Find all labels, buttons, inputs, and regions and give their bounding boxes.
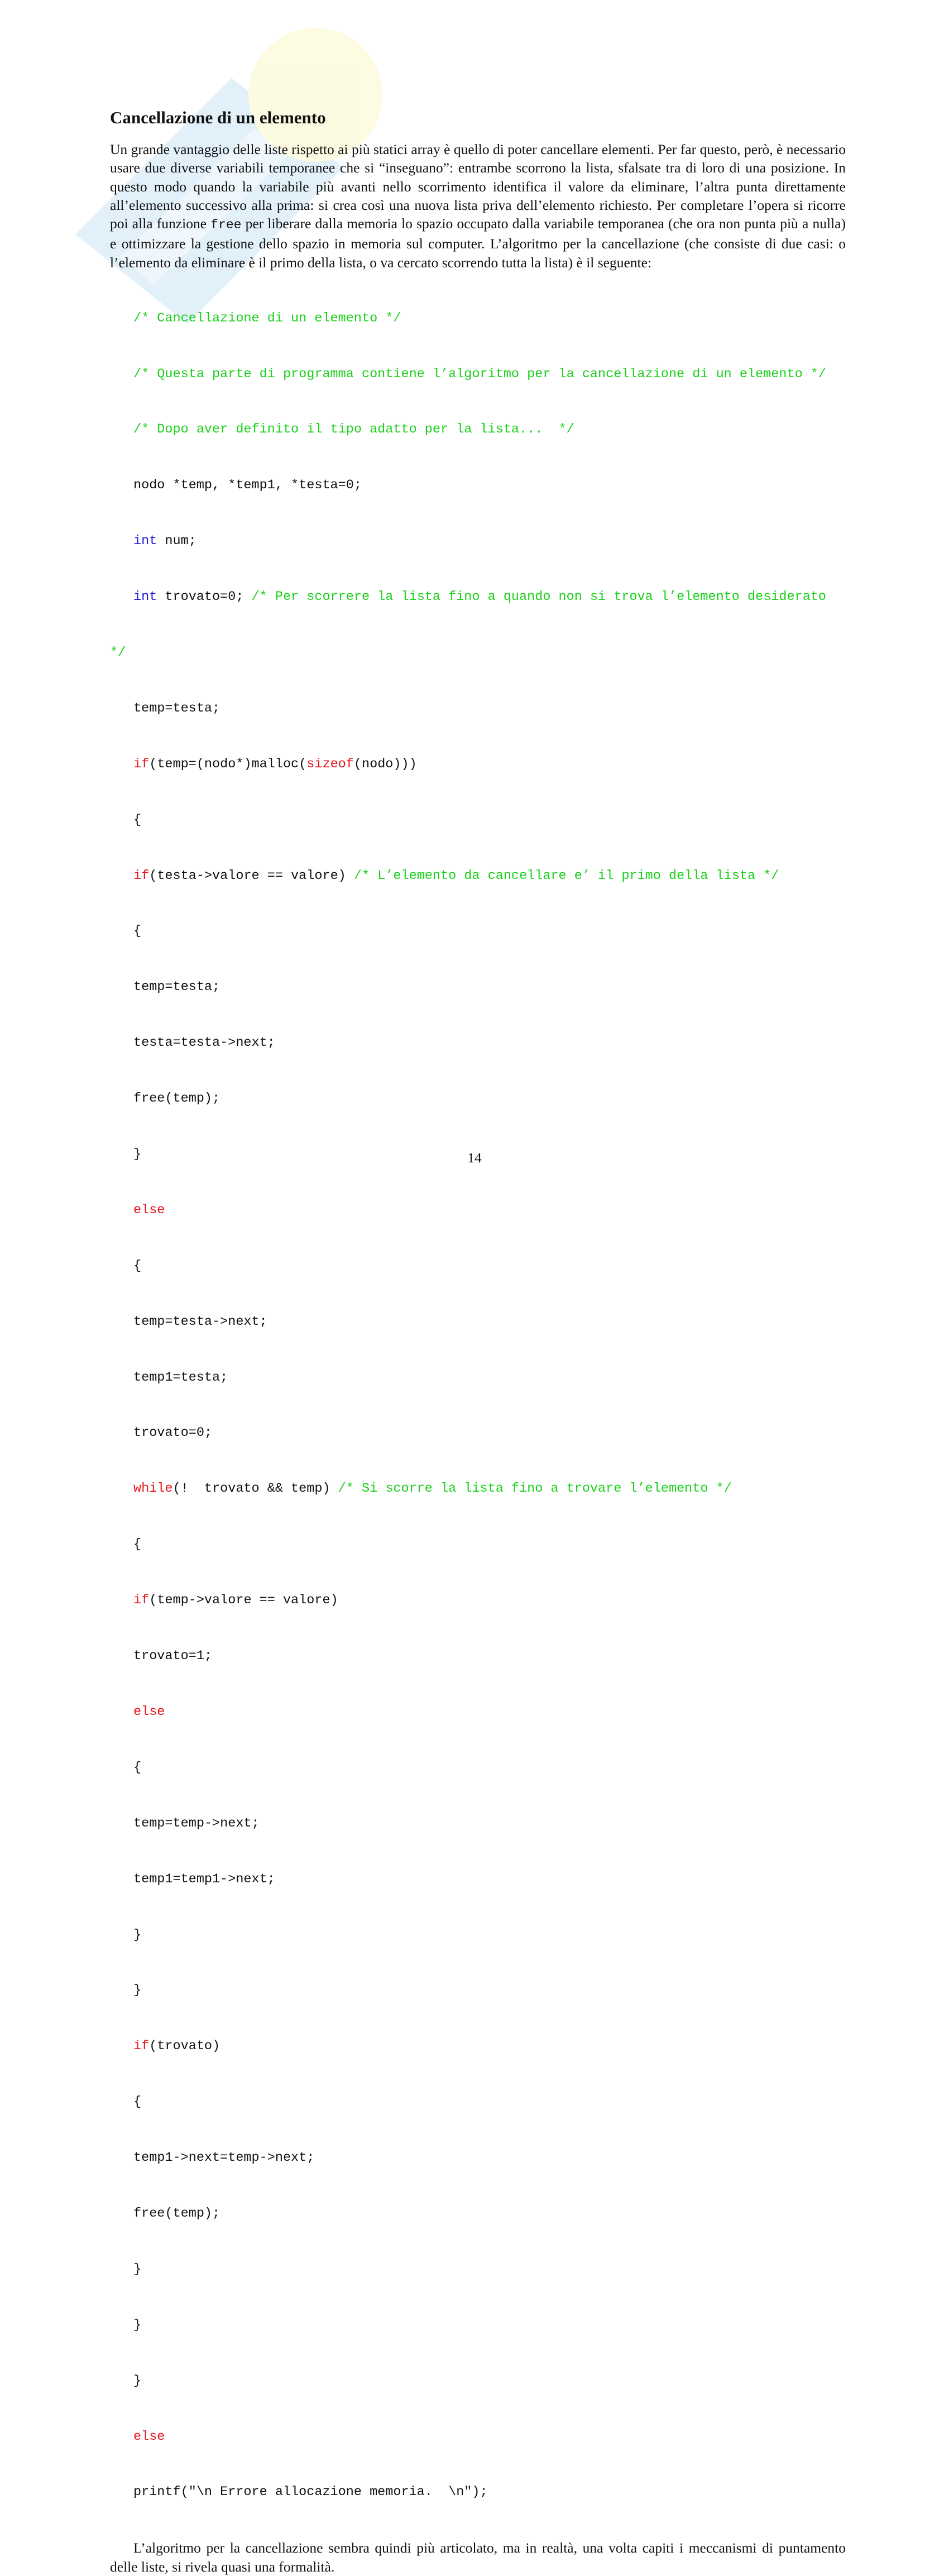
code-line: */ [110,645,126,661]
code-line: } [133,2317,142,2333]
code-line: { [133,1760,142,1775]
code-line: { [133,2094,142,2110]
outro-paragraph: L’algoritmo per la cancellazione sembra quindi più articolato, ma in realtà, una volta capiti i meccanismi di puntamento delle liste, si rivela quasi una formalità. [110,2540,846,2575]
code-line: } [133,1927,142,1943]
code-line: temp=testa; [133,979,221,995]
code-line: } [133,1983,142,1998]
intro-text-part2: per liberare dalla memoria lo spazio occupato dalla variabile temporanea (che ora non punta più a nulla) e ottimizzare la gestione dello spazio in memoria sul computer. L’algoritmo per la cancellazione (che consiste di due casi: o l’elemento da eliminare è il primo della lista, o va cercato scorrendo tutta la lista) è il seguente: [110,215,846,271]
intro-paragraph [110,140,846,272]
code-line: temp=testa; [133,700,221,716]
code-line: nodo *temp, *temp1, *testa=0; [133,478,362,493]
code-line: /* Cancellazione di un elemento */ [133,310,401,326]
code-line: if(trovato) [133,2039,221,2054]
code-line: testa=testa->next; [133,1035,275,1051]
code-line: if(temp->valore == valore) [133,1593,338,1608]
code-line: } [133,1147,142,1162]
code-line: temp=testa->next; [133,1314,267,1329]
code-line: { [133,1537,142,1553]
code-line: { [133,1258,142,1273]
page-number: 14 [467,1150,482,1166]
code-line: free(temp); [133,2205,221,2221]
code-line: int trovato=0; /* Per scorrere la lista fino a quando non si trova l’elemento desiderato [133,589,827,605]
code-line: free(temp); [133,1091,221,1107]
code-line: while(! trovato && temp) /* Si scorre la lista fino a trovare l’elemento */ [133,1481,732,1497]
code-line: } [133,2261,142,2277]
code-line: trovato=0; [133,1425,213,1441]
code-line: trovato=1; [133,1649,213,1664]
code-line: { [133,812,142,828]
code-line: /* Questa parte di programma contiene l’algoritmo per la cancellazione di un elemento */ [133,366,827,382]
code-line: int num; [133,534,196,549]
code-line: else [133,1202,165,1218]
code-line: temp1=temp1->next; [133,1871,275,1887]
code-line: } [133,2373,142,2388]
code-line: if(testa->valore == valore) /* L’elemento da cancellare e’ il primo della lista */ [133,868,779,883]
free-function-name: free [210,218,242,233]
page-content [110,108,846,2576]
code-line: temp=temp->next; [133,1815,260,1831]
code-line: else [133,2429,165,2444]
code-listing [110,272,846,2539]
code-line: printf("\n Errore allocazione memoria. \n"); [133,2484,488,2500]
code-line: temp1->next=temp->next; [133,2150,315,2166]
code-line: if(temp=(nodo*)malloc(sizeof(nodo))) [133,756,417,772]
code-line: /* Dopo aver definito il tipo adatto per la lista... */ [133,422,574,438]
code-line: temp1=testa; [133,1369,228,1385]
code-line: else [133,1704,165,1719]
intro-text-part1: Un grande vantaggio delle liste rispetto ai più statici array è quello di poter cancellare elementi. Per far questo, però, è necessario usare due diverse variabili temporanee che si “inseguano”: entrambe scorrono la lista, sfalsate tra di loro di una posizione. In questo modo quando la variabile più avanti nello scorrimento identifica il valore da eliminare, l’altra punta direttamente all’elemento successivo alla prima: si crea così una nuova lista priva dell’elemento richiesto. Per completare l’opera si ricorre poi alla funzione [110,141,846,232]
code-line: { [133,924,142,939]
section-title: Cancellazione di un elemento [110,108,326,127]
